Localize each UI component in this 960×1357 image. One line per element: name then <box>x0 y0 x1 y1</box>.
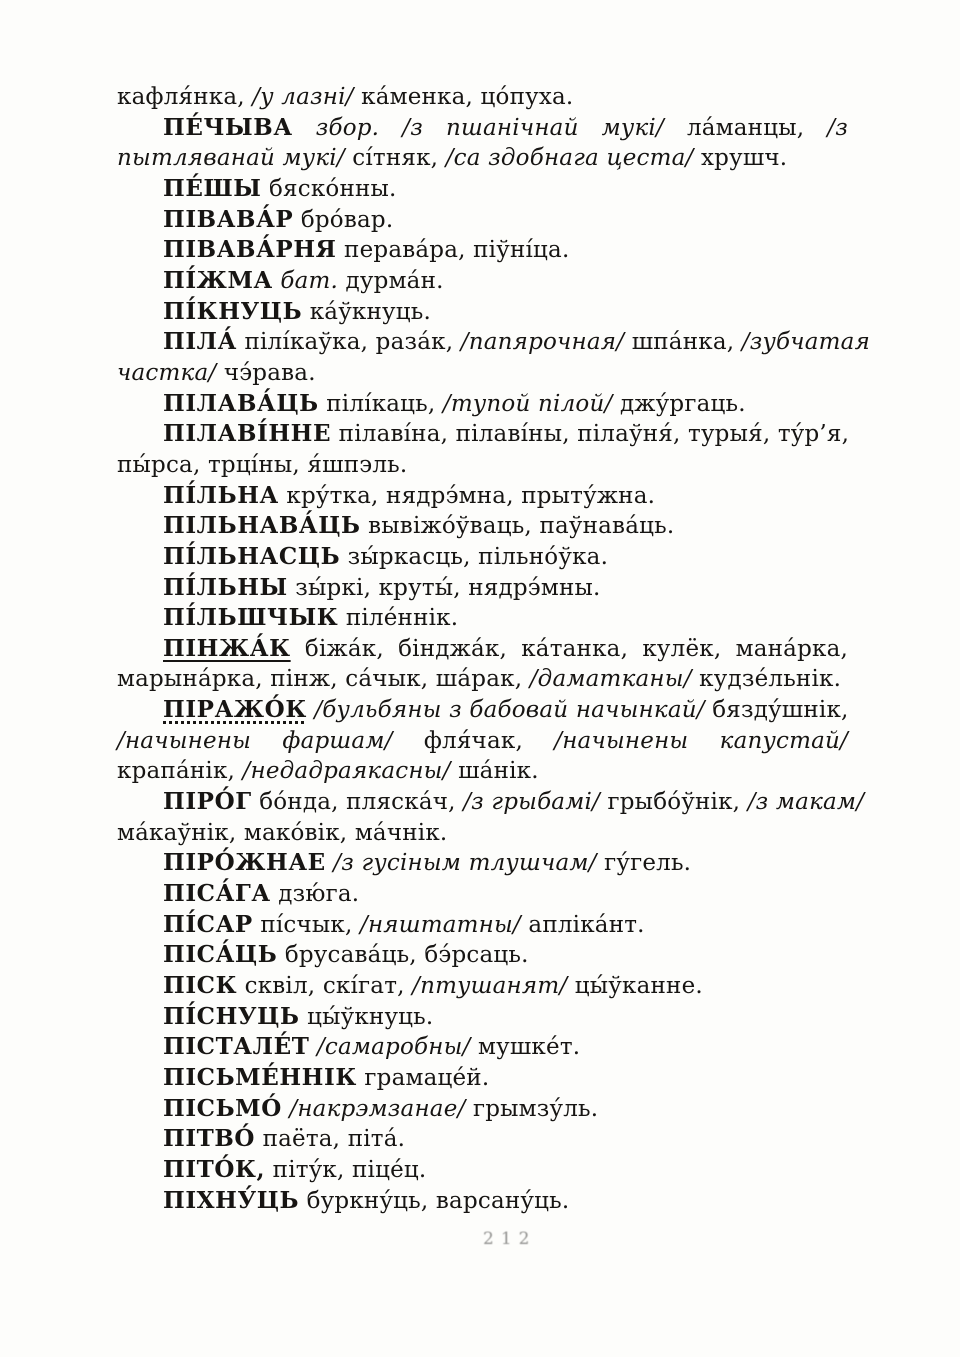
usage-label: /зубчатая <box>741 329 871 356</box>
entry-text: пілі́каць, <box>318 390 443 417</box>
text-line <box>117 235 848 266</box>
usage-label: /даматканы/ <box>529 666 692 693</box>
text-line <box>117 848 848 879</box>
text-line <box>117 787 865 818</box>
entry-headword: ПІСК <box>163 972 238 1000</box>
entry-text: сквіл, скі́гат, <box>237 973 413 1000</box>
entry-headword: ПІ́ЛЬНА <box>163 481 279 509</box>
text-line <box>117 603 848 634</box>
entry-text: шпа́нка, <box>624 329 742 356</box>
entry-headword: ПІСА́ЦЬ <box>163 941 278 969</box>
entry-headword: ПІВАВА́РНЯ <box>163 236 337 264</box>
entry-text: дзю́га. <box>270 881 360 908</box>
entry-text: цы́ўкнуць. <box>299 1003 434 1030</box>
entry-headword: ПІЛА́ <box>163 328 237 356</box>
entry-text: бро́вар. <box>293 206 394 233</box>
entry-text: ма́каўнік, мако́вік, ма́чнік. <box>117 819 448 846</box>
entry-text: кафля́нка, <box>117 84 253 110</box>
usage-label: /бульбяны з бабовай начынкай/ <box>314 697 705 724</box>
dictionary-text-block <box>117 82 871 1216</box>
entry-text: зы́ркі, круты́, нядрэ́мны. <box>287 574 601 601</box>
entry-headword: ПЕ́ЧЫВА <box>163 113 293 141</box>
text-line <box>117 879 848 910</box>
usage-label: /з грыбамі/ <box>463 789 600 816</box>
entry-text: буркну́ць, варсану́ць. <box>299 1187 570 1214</box>
entry-text: мушке́т. <box>470 1034 581 1061</box>
entry-text: дурма́н. <box>338 267 444 294</box>
entry-text: ка́ўкнуць. <box>302 298 431 325</box>
entry-text: біжа́к, бінджа́к, ка́танка, кулёк, мана́рка, <box>290 635 848 662</box>
entry-text: грымзу́ль. <box>465 1095 599 1122</box>
usage-label: /самаробны/ <box>316 1034 471 1061</box>
text-line <box>117 573 848 604</box>
entry-text: ша́нік. <box>450 758 539 785</box>
entry-headword: ПІРО́ЖНАЕ <box>163 849 326 877</box>
entry-text: бяско́нны. <box>261 175 397 202</box>
entry-text: фля́чак, <box>392 727 555 754</box>
usage-label: /птушанят/ <box>412 973 568 1000</box>
entry-headword: ПІЛЬНАВА́ЦЬ <box>163 512 361 540</box>
text-line <box>117 1032 848 1063</box>
text-line <box>117 940 848 971</box>
text-line <box>117 695 848 726</box>
text-line <box>117 1094 848 1125</box>
entry-text: апліка́нт. <box>520 911 645 938</box>
usage-label: /са здобнага цеста/ <box>445 145 694 172</box>
entry-headword: ПІРАЖО́К <box>163 696 307 724</box>
entry-text: грыбо́ўнік, <box>600 789 748 816</box>
entry-text: паёта, піта́. <box>255 1126 406 1153</box>
text-line <box>117 910 848 941</box>
usage-label: частка/ <box>117 359 217 386</box>
text-line <box>117 266 848 297</box>
entry-text: бо́нда, пляска́ч, <box>251 789 464 816</box>
usage-label: пытляванай мукі/ <box>117 145 345 172</box>
entry-text: брусава́ць, бэ́рсаць. <box>277 942 529 969</box>
entry-headword: ПЕ́ШЫ <box>163 174 262 202</box>
usage-label: /тупой пілой/ <box>442 390 613 417</box>
entry-headword: ПІ́ЛЬНЫ <box>163 573 288 601</box>
entry-text: кру́тка, нядрэ́мна, прыту́жна. <box>278 482 656 509</box>
entry-text: ла́манцы, <box>663 114 828 141</box>
text-line <box>117 818 848 849</box>
text-line <box>117 143 848 174</box>
text-line <box>117 634 848 665</box>
entry-headword: ПІ́ЛЬНАСЦЬ <box>163 542 341 570</box>
entry-headword: ПІЛАВА́ЦЬ <box>163 389 319 417</box>
entry-text: кудзе́льнік. <box>691 666 842 693</box>
usage-label: /у лазні/ <box>252 84 354 110</box>
text-line <box>117 971 848 1002</box>
usage-label: /няштатны/ <box>360 911 521 938</box>
entry-headword: ПІ́ЖМА <box>163 266 273 294</box>
entry-headword: ПІНЖА́К <box>163 634 291 662</box>
entry-text: хрушч. <box>693 145 788 172</box>
entry-text: пы́рса, трці́ны, я́шпэль. <box>117 451 408 478</box>
entry-text: піле́ннік. <box>338 605 459 632</box>
entry-text: перава́ра, піўні́ца. <box>336 237 570 264</box>
text-line <box>117 419 848 450</box>
text-line <box>117 358 848 389</box>
entry-text: сі́тняк, <box>344 145 446 172</box>
entry-headword: ПІСЬМО́ <box>163 1094 282 1122</box>
text-line <box>117 327 871 358</box>
text-line <box>117 542 848 573</box>
entry-headword: ПІЛАВІ́ННЕ <box>163 420 332 448</box>
entry-headword: ПІВАВА́Р <box>163 205 294 233</box>
text-line <box>117 113 848 144</box>
usage-label: /начынены фаршам/ <box>117 727 393 754</box>
entry-text: піту́к, піце́ц. <box>265 1156 427 1183</box>
entry-headword: ПІ́ЛЬШЧЫК <box>163 604 339 632</box>
text-line <box>117 1186 848 1217</box>
text-line <box>117 726 848 757</box>
entry-headword: ПІРО́Г <box>163 788 252 816</box>
text-line <box>117 756 848 787</box>
entry-text: гу́гель. <box>596 850 692 877</box>
entry-headword: ПІ́СНУЦЬ <box>163 1002 300 1030</box>
entry-text: ка́менка, цо́пуха. <box>353 84 574 110</box>
text-line <box>117 511 848 542</box>
entry-headword: ПІ́КНУЦЬ <box>163 297 303 325</box>
entry-text: джу́ргаць. <box>612 390 746 417</box>
entry-text: чэ́рава. <box>216 359 316 386</box>
entry-headword: ПІСЬМЕ́ННІК <box>163 1064 357 1091</box>
entry-headword: ПІСА́ГА <box>163 880 271 908</box>
text-line <box>117 1155 848 1186</box>
usage-label: /з макам/ <box>747 789 865 816</box>
text-line <box>117 297 848 328</box>
entry-text: крапа́нік, <box>117 758 243 785</box>
entry-headword: ПІХНУ́ЦЬ <box>163 1186 300 1214</box>
text-line <box>117 1063 848 1094</box>
entry-headword: ПІСТАЛЕ́Т <box>163 1033 310 1061</box>
entry-text: грамаце́й. <box>356 1065 490 1091</box>
text-line <box>117 205 848 236</box>
entry-text: марына́рка, пінж, са́чык, ша́рак, <box>117 666 530 693</box>
usage-label: /недадраякасны/ <box>242 758 451 785</box>
usage-label: збор. /з пшанічнай мукі/ <box>292 114 664 141</box>
entry-text: пілаві́на, пілаві́ны, пілаўня́, турыя́, ту́р’я, <box>331 421 850 448</box>
usage-label: бат. <box>272 267 339 294</box>
usage-label: /начынены капустай/ <box>554 727 848 754</box>
usage-label: /накрэмзанае/ <box>289 1095 466 1122</box>
text-line <box>117 82 848 113</box>
usage-label: /папярочная/ <box>460 329 625 356</box>
entry-text: вывіжо́ўваць, паўнава́ць. <box>360 513 675 540</box>
entry-text: зы́ркасць, пільно́ўка. <box>340 543 609 570</box>
text-line <box>117 389 848 420</box>
text-line <box>117 481 848 512</box>
entry-headword: ПІТО́К, <box>163 1155 266 1183</box>
entry-headword: ПІТВО́ <box>163 1125 256 1153</box>
text-line <box>117 174 848 205</box>
text-line <box>117 1124 848 1155</box>
page-number: 212 <box>483 1229 537 1249</box>
entry-text: бязду́шнік, <box>704 697 849 724</box>
text-line <box>117 450 848 481</box>
entry-text: пілі́каўка, раза́к, <box>236 329 461 356</box>
usage-label: /з гусіным тлушчам/ <box>333 850 597 877</box>
entry-text: цы́ўканне. <box>567 973 703 1000</box>
usage-label: /з <box>827 114 848 141</box>
text-line <box>117 1002 848 1033</box>
entry-text <box>309 1034 317 1060</box>
text-line <box>117 664 848 695</box>
entry-text: пі́счык, <box>252 911 360 938</box>
entry-headword: ПІ́САР <box>163 910 253 938</box>
